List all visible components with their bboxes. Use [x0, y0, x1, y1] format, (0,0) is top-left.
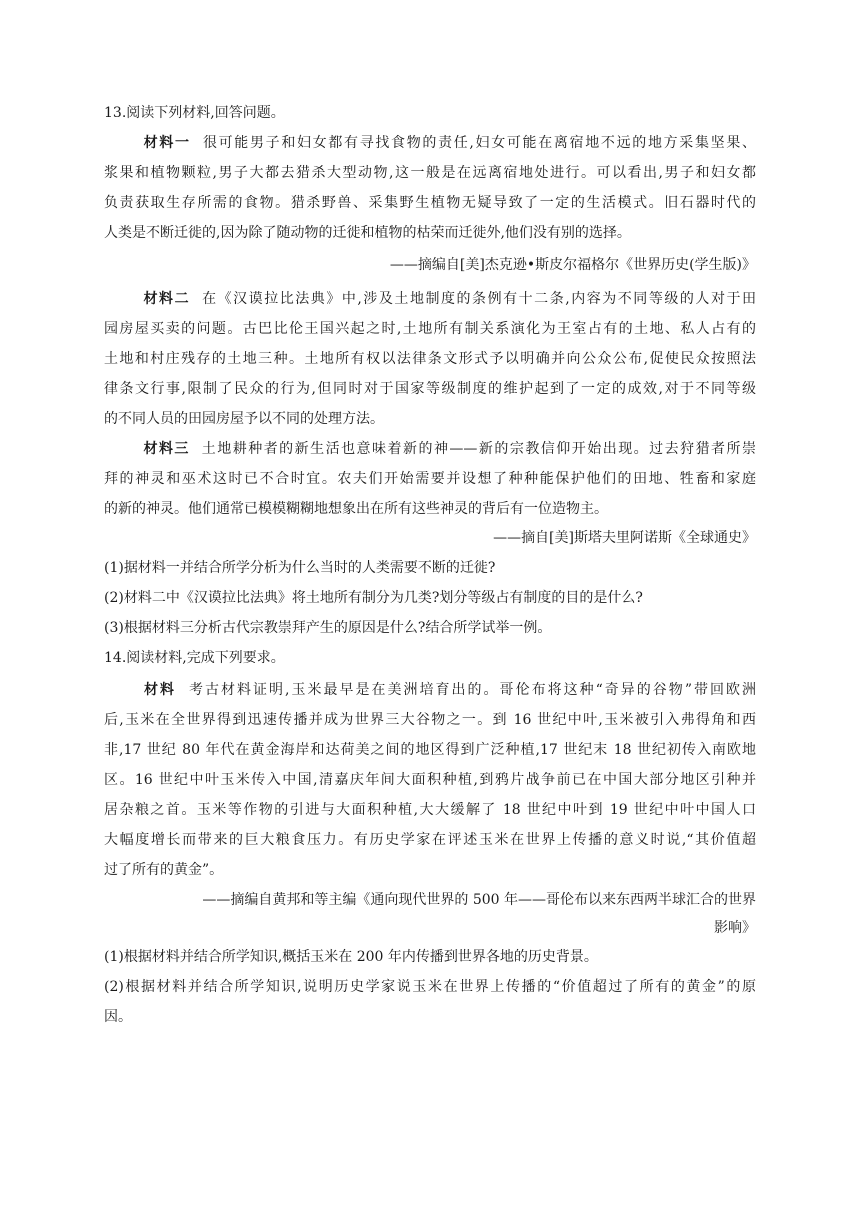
q13-material-2-line-2: 园房屋买卖的问题。古巴比伦王国兴起之时,土地所有制关系演化为王室占有的土地、私人占有的	[104, 321, 756, 337]
q13-material-2-line-3: 土地和村庄残存的土地三种。土地所有权以法律条文形式予以明确并向公众公布,促使民众按照法	[104, 351, 756, 367]
q13-material-3-line-1	[104, 439, 756, 459]
q14-material-line-4: 区。16 世纪中叶玉米传入中国,清嘉庆年间大面积种植,到鸦片战争前已在中国大部分地区引种并	[104, 772, 756, 788]
q14-material-line-1	[104, 680, 756, 700]
q14-material-source-line-2: 影响》	[714, 920, 756, 936]
question-14-title: 14.阅读材料,完成下列要求。	[104, 650, 285, 666]
material-1-text: 很可能男子和妇女都有寻找食物的责任,妇女可能在离宿地不远的地方采集坚果、	[202, 135, 756, 151]
q13-material-1-line-4: 人类是不断迁徙的,因为除了随动物的迁徙和植物的枯荣而迁徙外,他们没有别的选择。	[104, 225, 631, 241]
q13-material-3-source: ——摘自[美]斯塔夫里阿诺斯《全球通史》	[493, 530, 756, 546]
q14-subquestion-2: (2)根据材料并结合所学知识,说明历史学家说玉米在世界上传播的“价值超过了所有的黄金”的原	[104, 979, 756, 995]
q13-material-1-line-1	[104, 133, 756, 153]
q14-subquestion-2-cont: 因。	[104, 1009, 132, 1025]
q13-material-2-line-4: 律条文行事,限制了民众的行为,但同时对于国家等级制度的维护起到了一定的成效,对于不同等级	[104, 381, 756, 397]
q14-material-line-7: 过了所有的黄金”。	[104, 862, 224, 878]
q13-material-1-source: ——摘编自[美]杰克逊•斯皮尔福格尔《世界历史(学生版)》	[389, 257, 756, 273]
q14-subquestion-1: (1)根据材料并结合所学知识,概括玉米在 200 年内传播到世界各地的历史背景。	[104, 949, 598, 965]
material-2-text: 在《汉谟拉比法典》中,涉及土地制度的条例有十二条,内容为不同等级的人对于田	[202, 291, 757, 307]
material-text: 考古材料证明,玉米最早是在美洲培育出的。哥伦布将这种“奇异的谷物”带回欧洲	[188, 682, 757, 698]
q13-material-1-line-2: 浆果和植物颗粒,男子大都去猎杀大型动物,这一般是在远离宿地处进行。可以看出,男子和妇女都	[104, 165, 756, 181]
q13-subquestion-1: (1)据材料一并结合所学分析为什么当时的人类需要不断的迁徙?	[104, 560, 496, 576]
q14-material-source-line-1: ——摘编自黄邦和等主编《通向现代世界的 500 年——哥伦布以来东西两半球汇合的世界	[202, 892, 756, 908]
q13-material-2-line-5: 的不同人员的田园房屋予以不同的处理方法。	[104, 411, 384, 427]
q14-material-line-6: 大幅度增长而带来的巨大粮食压力。有历史学家在评述玉米在世界上传播的意义时说,“其价值超	[104, 832, 756, 848]
q13-material-2-line-1	[104, 289, 756, 309]
material-3-text: 土地耕种者的新生活也意味着新的神——新的宗教信仰开始出现。过去狩猎者所崇	[201, 441, 757, 457]
q14-material-line-2: 后,玉米在全世界得到迅速传播并成为世界三大谷物之一。到 16 世纪中叶,玉米被引入弗得角和西	[104, 712, 756, 728]
q13-material-3-line-2: 拜的神灵和巫术这时已不合时宜。农夫们开始需要并设想了种种能保护他们的田地、牲畜和家庭	[104, 471, 756, 487]
q14-material-line-5: 居杂粮之首。玉米等作物的引进与大面积种植,大大缓解了 18 世纪中叶到 19 世纪中叶中国人口	[104, 802, 756, 818]
material-3-label: 材料三	[142, 441, 190, 457]
material-label: 材料	[142, 682, 177, 698]
q13-subquestion-3: (3)根据材料三分析古代宗教崇拜产生的原因是什么?结合所学试举一例。	[104, 620, 552, 636]
q13-material-1-line-3: 负责获取生存所需的食物。猎杀野兽、采集野生植物无疑导致了一定的生活模式。旧石器时代的	[104, 195, 756, 211]
question-13-title: 13.阅读下列材料,回答问题。	[104, 105, 285, 121]
q13-subquestion-2: (2)材料二中《汉谟拉比法典》将土地所有制分为几类?划分等级占有制度的目的是什么?	[104, 590, 643, 606]
material-1-label: 材料一	[142, 135, 191, 151]
q14-material-line-3: 非,17 世纪 80 年代在黄金海岸和达荷美之间的地区得到广泛种植,17 世纪末 18 世纪初传入南欧地	[104, 742, 756, 758]
material-2-label: 材料二	[142, 291, 191, 307]
q13-material-3-line-3: 的新的神灵。他们通常已模模糊糊地想象出在所有这些神灵的背后有一位造物主。	[104, 501, 608, 517]
